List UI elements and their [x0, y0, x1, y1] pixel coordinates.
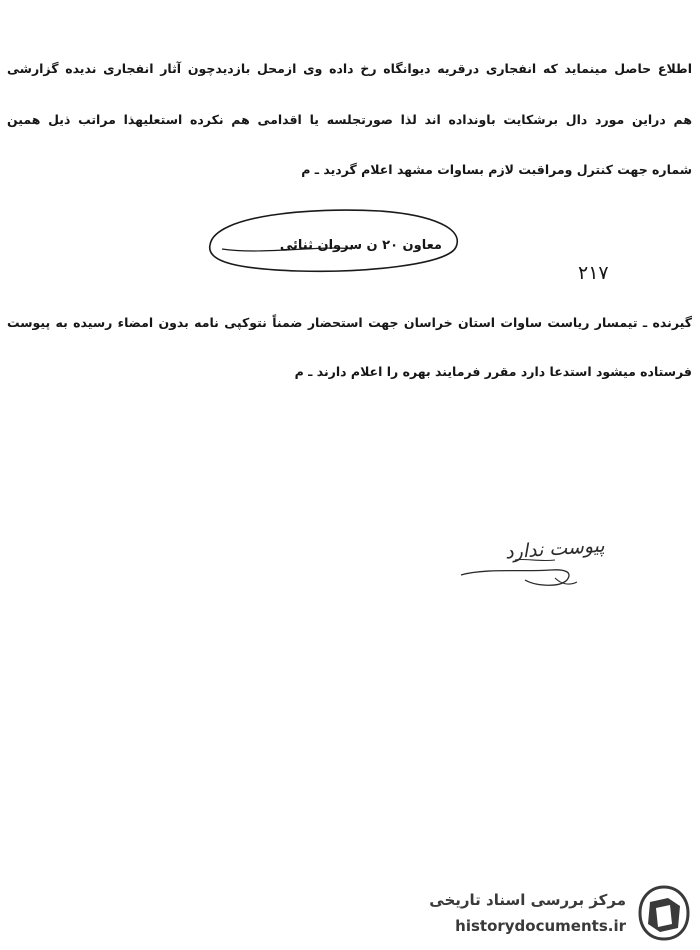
archive-logo-url: historydocuments.ir: [455, 917, 626, 935]
body-line-2: هم دراین مورد دال برشکایت باونداده اند لذا صورتجلسه یا اقدامی هم نکرده استعلیهذا مراتب ذیل همین: [7, 112, 692, 127]
body-line-5: فرستاده میشود استدعا دارد مقرر فرمایند بهره را اعلام دارند ـ م: [294, 364, 692, 379]
handwritten-note: پیوست ندارد: [504, 534, 606, 564]
archive-logo-icon: [638, 884, 690, 942]
body-line-3: شماره جهت کنترل ومراقبت لازم بساوات مشهد اعلام گردید ـ م: [301, 162, 692, 177]
handwritten-signature: [455, 520, 585, 605]
page-number: ۲۱۷: [578, 262, 609, 284]
archive-logo-title: مرکز بررسی اسناد تاریخی: [429, 891, 626, 909]
body-line-4: گیرنده ـ تیمسار ریاست ساوات استان خراسان جهت استحضار ضمناً نتوکپی نامه بدون امضاء رسیده به پیوست: [7, 315, 692, 330]
signature-title: معاون ۲۰ ن سروان ثنائی: [279, 238, 442, 253]
body-line-1: اطلاع حاصل مینماید که انفجاری درقریه دیوانگاه رخ داده وی ازمحل بازدیدچون آثار انفجاری ندیده گزارشی: [7, 61, 692, 76]
